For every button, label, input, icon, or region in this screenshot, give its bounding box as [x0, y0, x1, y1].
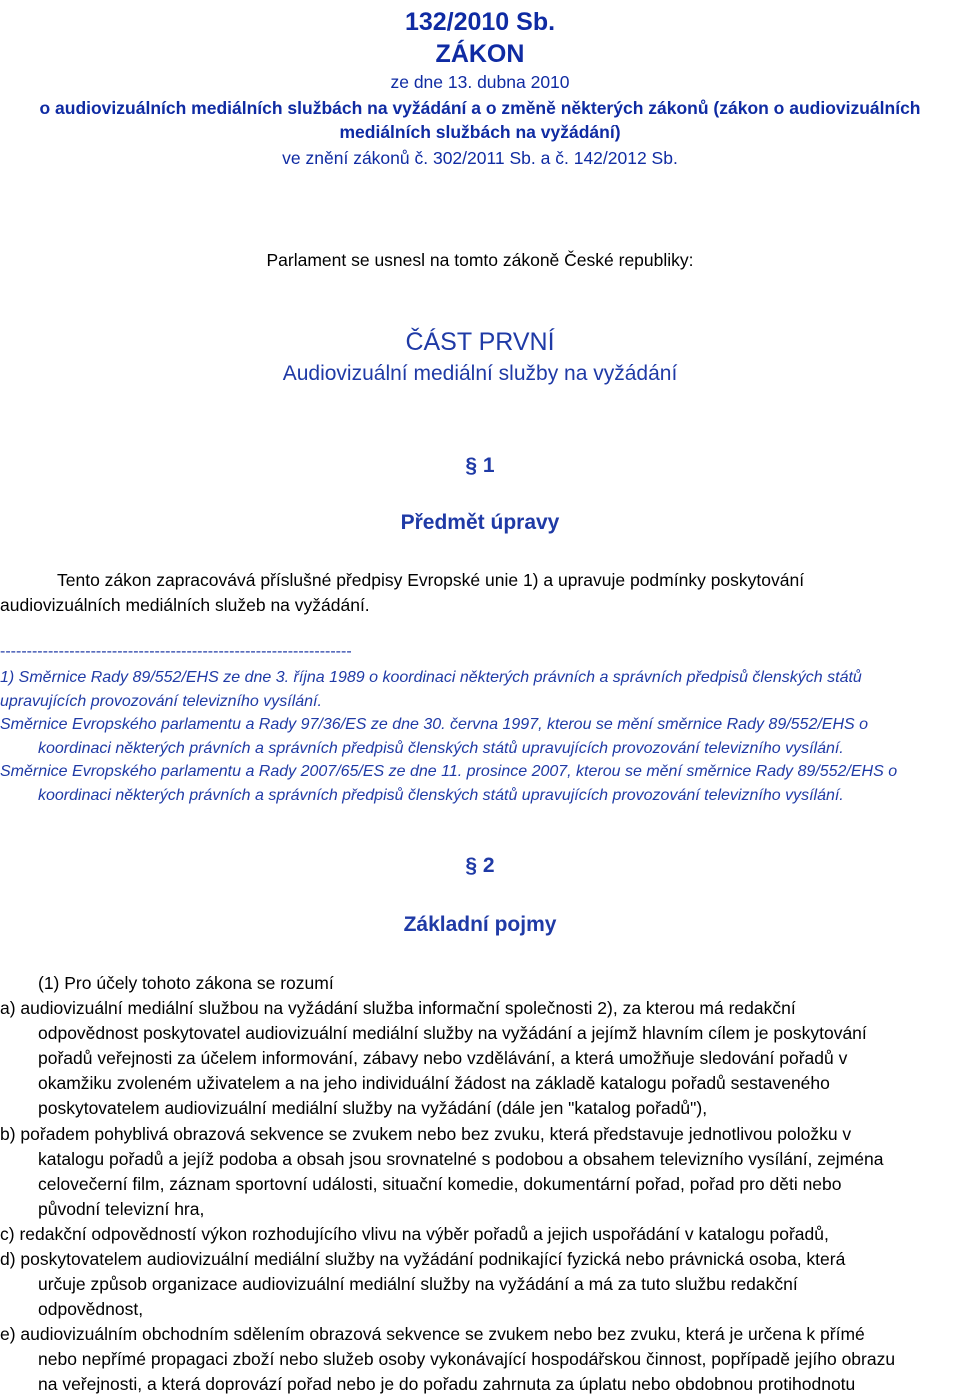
footnote-2-line-2: koordinaci některých právních a správních předpisů členských států upravujících provozování televizního vysílání.	[38, 740, 844, 757]
item-a-line-5: poskytovatelem audiovizuální mediální služby na vyžádání (dále jen "katalog pořadů"),	[38, 1098, 708, 1118]
section-1-number: § 1	[465, 454, 495, 477]
item-a-line-3: pořadů veřejnosti za účelem informování, zábavy nebo vzdělávání, a která umožňuje sledování pořadů v	[38, 1048, 848, 1068]
item-d-line-1: d) poskytovatelem audiovizuální mediální služby na vyžádání podnikající fyzická nebo právnická osoba, která	[0, 1249, 846, 1269]
item-e-line-2: nebo nepřímé propagaci zboží nebo služeb osoby vykonávající hospodářskou činnost, popřípadě jejího obrazu	[38, 1349, 896, 1369]
section-2-number: § 2	[465, 854, 495, 877]
section-1-title: Předmět úpravy	[400, 511, 560, 534]
law-date: ze dne 13. dubna 2010	[390, 72, 570, 92]
item-b-line-3: celovečerní film, záznam sportovní události, situační komedie, dokumentární pořad, pořad pro děti nebo	[38, 1174, 842, 1194]
law-amendments: ve znění zákonů č. 302/2011 Sb. a č. 142/2012 Sb.	[282, 148, 678, 168]
law-type: ZÁKON	[435, 40, 525, 68]
footnote-1-line-2: upravujících provozování televizního vysílání.	[0, 693, 322, 710]
item-b-line-4: původní televizní hra,	[38, 1199, 205, 1219]
item-b-line-2: katalogu pořadů a jejíž podoba a obsah jsou srovnatelné s podobou a obsahem televizního vysílání, zejména	[38, 1149, 884, 1169]
footnote-separator: ------------------------------------------------------------------	[0, 643, 352, 660]
part-subtitle: Audiovizuální mediální služby na vyžádání	[282, 362, 678, 385]
footnote-1-line-1: 1) Směrnice Rady 89/552/EHS ze dne 3. října 1989 o koordinaci některých právních a správních předpisů členských států	[0, 669, 862, 686]
preamble: Parlament se usnesl na tomto zákoně České republiky:	[266, 250, 694, 270]
item-c-line-1: c) redakční odpovědností výkon rozhodujícího vlivu na výběr pořadů a jejich uspořádání v katalogu pořadů,	[0, 1224, 829, 1244]
item-d-line-2: určuje způsob organizace audiovizuální mediální služby na vyžádání a má za tuto službu redakční	[38, 1274, 798, 1294]
section-1-text-line-2: audiovizuálních mediálních služeb na vyžádání.	[0, 595, 370, 615]
item-a-line-4: okamžiku zvoleném uživatelem a na jeho individuální žádost na základě katalogu pořadů sestaveného	[38, 1073, 830, 1093]
item-a-line-2: odpovědnost poskytovatel audiovizuální mediální služby na vyžádání a jejímž hlavním cílem je poskytování	[38, 1023, 867, 1043]
item-b-line-1: b) pořadem pohyblivá obrazová sekvence se zvukem nebo bez zvuku, která představuje jednotlivou položku v	[0, 1124, 852, 1144]
law-title-line-2: mediálních službách na vyžádání)	[339, 122, 621, 142]
footnote-3-line-2: koordinaci některých právních a správních předpisů členských států upravujících provozování televizního vysílání.	[38, 787, 844, 804]
section-2-title: Základní pojmy	[403, 913, 557, 936]
footnote-3-line-1: Směrnice Evropského parlamentu a Rady 2007/65/ES ze dne 11. prosince 2007, kterou se mění směrnice Rady 89/552/EHS o	[0, 763, 898, 780]
item-a-line-1: a) audiovizuální mediální službou na vyžádání služba informační společnosti 2), za kterou má redakční	[0, 998, 796, 1018]
law-title-line-1: o audiovizuálních mediálních službách na vyžádání a o změně některých zákonů (zákon o audiovizuálních	[39, 98, 921, 118]
footnote-2-line-1: Směrnice Evropského parlamentu a Rady 97/36/ES ze dne 30. června 1997, kterou se mění směrnice Rady 89/552/EHS o	[0, 716, 869, 733]
section-2-intro: (1) Pro účely tohoto zákona se rozumí	[38, 973, 334, 993]
section-1-text-line-1: Tento zákon zapracovává příslušné předpisy Evropské unie 1) a upravuje podmínky poskytování	[57, 570, 805, 590]
item-e-line-3: na veřejnosti, a která doprovází pořad nebo je do pořadu zahrnuta za úplatu nebo obdobnou protihodnotu	[38, 1374, 856, 1394]
part-title: ČÁST PRVNÍ	[405, 328, 555, 356]
item-d-line-3: odpovědnost,	[38, 1299, 144, 1319]
law-number: 132/2010 Sb.	[404, 8, 556, 36]
item-e-line-1: e) audiovizuálním obchodním sdělením obrazová sekvence se zvukem nebo bez zvuku, která je určena k přímé	[0, 1324, 865, 1344]
